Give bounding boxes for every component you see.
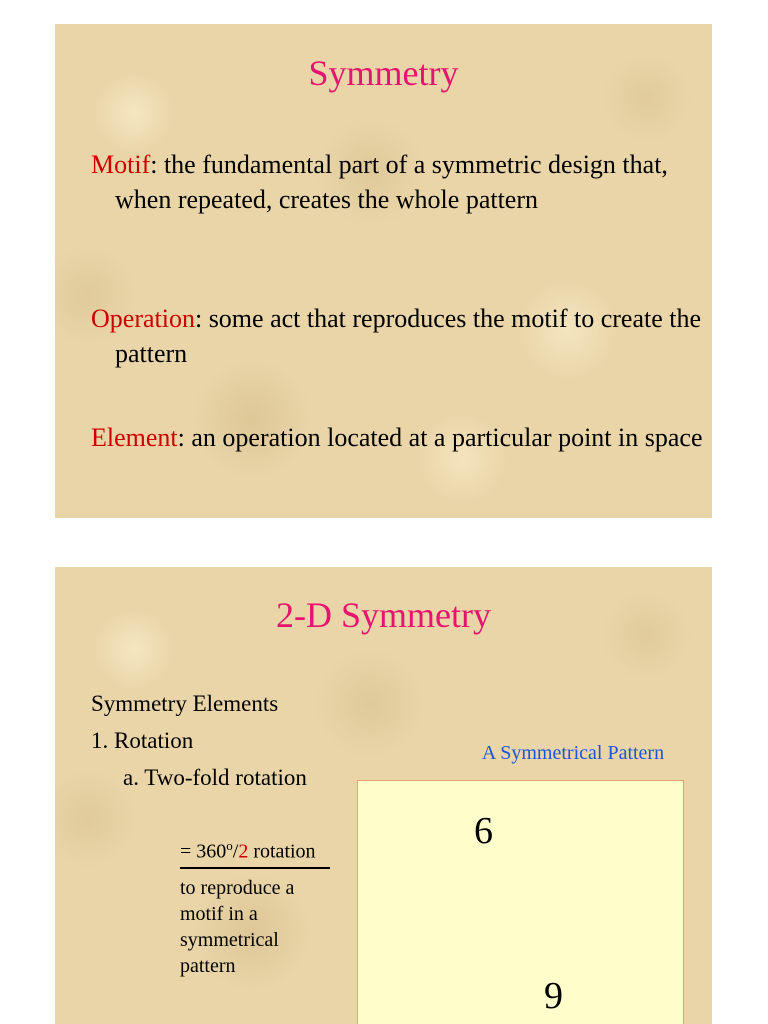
formula-suffix: rotation — [248, 840, 316, 863]
term-label: Element — [91, 423, 178, 452]
slide-2d-symmetry — [55, 567, 712, 1024]
motif-nine: 9 — [544, 975, 563, 1017]
symmetrical-pattern-box — [357, 780, 684, 1024]
motif-six: 6 — [474, 810, 493, 852]
term-label: Motif — [91, 150, 151, 179]
rotation-note — [180, 833, 330, 979]
list-item-rotation: 1. Rotation — [91, 728, 194, 753]
degree-symbol: o — [226, 838, 233, 853]
definition-text: : an operation located at a particular point in space — [177, 423, 703, 452]
note-text: to reproduce a motif in a symmetrical pattern — [180, 876, 295, 977]
formula-slash: / — [232, 840, 239, 863]
pattern-caption: A Symmetrical Pattern — [481, 742, 665, 764]
term-label: Operation — [91, 304, 195, 333]
slide-title: Symmetry — [308, 53, 459, 93]
definition-element — [91, 420, 705, 455]
rotation-formula — [180, 833, 330, 869]
formula-divisor: 2 — [238, 840, 249, 863]
section-heading: Symmetry Elements — [91, 691, 279, 716]
definition-text: : some act that reproduces the motif to create the pattern — [115, 304, 702, 368]
formula-prefix: = 360 — [180, 840, 227, 863]
definition-text: : the fundamental part of a symmetric design that, when repeated, creates the whole pattern — [115, 150, 668, 214]
definition-operation — [91, 301, 705, 371]
definition-motif — [91, 147, 705, 217]
list-subitem-two-fold: a. Two-fold rotation — [123, 765, 307, 790]
slide-symmetry — [55, 24, 712, 518]
slide-title: 2-D Symmetry — [276, 595, 491, 635]
